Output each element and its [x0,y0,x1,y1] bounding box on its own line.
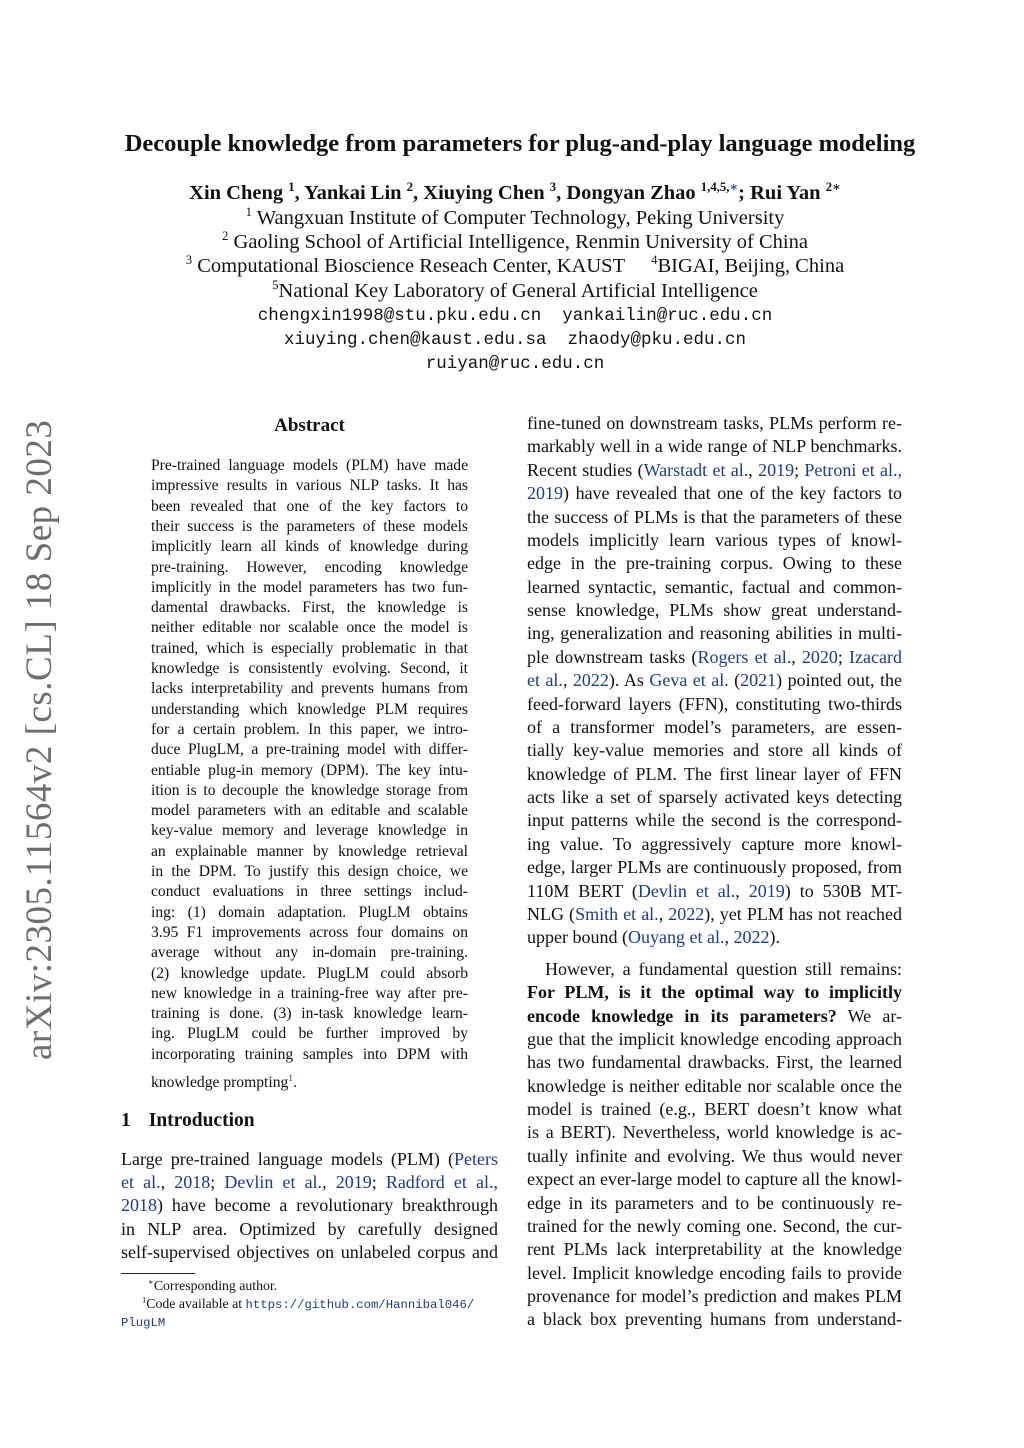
email: ruiyan@ruc.edu.cn [425,354,605,374]
body-line: Large pre-trained language models (PLM) (Peters [121,1149,498,1169]
arxiv-stamp: arXiv:2305.11564v2 [cs.CL] 18 Sep 2023 [19,419,60,1060]
body-line: knowledge is neither editable nor scalable once the [527,1076,902,1096]
abstract-line: damental drawbacks. First, the knowledge is [151,599,468,617]
author-sup: 1,4,5, [700,180,730,195]
body-line: ple downstream tasks (Rogers et al., 2020; Izacard [527,647,902,667]
body-line: input patterns while the second is the correspond- [527,810,902,830]
body-line: For PLM, is it the optimal way to implicitly [527,982,902,1002]
abstract-line: understanding which knowledge PLM requires [151,700,468,718]
citation-link[interactable]: Devlin et al. [224,1172,323,1192]
abstract-line: 3.95 F1 improvements across four domains on [151,923,468,941]
body-line: tually infinite and evolving. We thus would never [527,1146,902,1166]
author-sup: 3 [549,180,557,195]
body-line: level. Implicit knowledge encoding fails to provide [527,1263,902,1283]
email: zhaody@pku.edu.cn [567,330,747,350]
affiliation-text: BIGAI, Beijing, China [657,255,845,277]
paper-title: Decouple knowledge from parameters for plug-and-play language modeling [124,130,916,157]
abstract-line: lacks interpretability and prevents humans from [151,680,468,698]
body-line: rent PLMs lack interpretability at the knowledge [527,1239,902,1259]
citation-link[interactable]: 2021 [740,670,777,690]
citation-link[interactable]: 2019 [527,483,563,503]
abstract-line: impressive results in various NLP tasks. It has [151,477,468,495]
affiliation-3-4 [0,255,1024,278]
body-line: However, a fundamental question still remains: [545,959,902,979]
affiliation-5 [0,280,1024,303]
body-line: encode knowledge in its parameters? We ar- [527,1006,902,1026]
email-line [0,306,1024,326]
abstract-line: model parameters with an editable and scalable [151,802,468,820]
citation-link[interactable]: Radford et al. [385,1172,494,1192]
abstract-line: implicitly in the model parameters has two fun- [151,578,468,596]
citation-link[interactable]: 2020 [801,647,838,667]
citation-link[interactable]: 2019 [758,460,795,480]
abstract-line: training is done. (3) in-task knowledge learn- [151,1005,468,1023]
body-line: the success of PLMs is that the parameters of these [527,507,902,527]
abstract-line: ing: (1) domain adaptation. PlugLM obtains [151,903,468,921]
abstract-heading: Abstract [274,415,345,436]
abstract-line: average without any in-domain pre-training. [151,944,468,962]
body-line: in NLP area. Optimized by carefully designed [121,1219,498,1239]
citation-link[interactable]: Geva et al. [649,670,729,690]
abstract-line: key-value memory and leverage knowledge in [151,822,468,840]
body-line: Recent studies (Warstadt et al., 2019; Petroni et al., [527,460,902,480]
body-line: ing value. To aggressively capture more knowl- [527,834,902,854]
citation-link[interactable]: Rogers et al. [697,647,792,667]
body-line: knowledge of PLM. The first linear layer of FFN [527,764,902,784]
body-line: et al., 2022). As Geva et al. (2021) pointed out, the [527,670,902,690]
body-line: gue that the implicit knowledge encoding approach [527,1029,902,1049]
body-line: et al., 2018; Devlin et al., 2019; Radford et al., [121,1172,499,1192]
body-line: edge, larger PLMs are continuously proposed, from [527,857,902,877]
footnote-rule [121,1273,195,1274]
citation-link[interactable]: 2022 [733,927,770,947]
body-line: edge in the pre-training corpus. Owing to these [527,553,902,573]
citation-link[interactable]: Petroni et al. [804,460,898,480]
author-name: , Dongyan Zhao [556,182,696,204]
author-name: , Yankai Lin [294,182,402,204]
citation-link[interactable]: 2019 [335,1172,372,1192]
body-line: self-supervised objectives on unlabeled corpus and [121,1242,498,1262]
affiliation-sup: 5 [272,278,279,293]
author-name: ; Rui Yan [738,182,821,204]
author-name: , Xiuying Chen [413,182,545,204]
author-name: Xin Cheng [189,182,284,204]
body-line: provenance for model’s prediction and makes PLM [527,1286,902,1306]
body-line: model is trained (e.g., BERT doesn’t know what [527,1099,902,1119]
affiliation-text: Wangxuan Institute of Computer Technology, Peking University [256,207,785,229]
abstract-line: an explainable manner by knowledge retrieval [151,842,468,860]
abstract-line: their success is the parameters of these models [151,517,468,535]
citation-link[interactable]: 2018 [174,1172,211,1192]
body-line: edge in its parameters and to be continuously re- [527,1193,902,1213]
citation-link[interactable]: 2018 [121,1195,157,1215]
citation-link[interactable]: Smith et al. [575,904,659,924]
citation-link[interactable]: 2022 [572,670,609,690]
body-line: tially key-value memories and store all kinds of [527,740,902,760]
abstract-last-line [151,1073,468,1093]
code-footnote-link[interactable]: 1 [288,1072,294,1084]
body-line: 2018) have become a revolutionary breakthrough [121,1195,498,1215]
abstract-text: knowledge prompting [151,1074,289,1091]
footnote-code-cont [121,1313,165,1332]
citation-link[interactable]: Izacard [849,647,902,667]
email: yankailin@ruc.edu.cn [562,306,773,326]
abstract-line: ition is to decouple the knowledge storage from [151,781,468,799]
body-line: sense knowledge, PLMs show great understand- [527,600,902,620]
citation-link[interactable]: Devlin et al. [637,881,736,901]
body-line: has two fundamental drawbacks. First, the learned [527,1052,902,1072]
body-line: learned syntactic, semantic, factual and common- [527,577,902,597]
abstract-line: entiable plug-in memory (DPM). The key intu- [151,761,468,779]
corresponding-footnote-link[interactable]: ∗ [729,180,739,195]
abstract-line: in the DPM. To justify this design choice, we [151,863,468,880]
abstract-text: . [293,1074,298,1091]
body-line: trained for the newly coming one. Second, the cur- [527,1216,902,1236]
body-line: is a BERT). Nevertheless, world knowledge is ac- [527,1122,902,1142]
affiliation-2 [0,231,1024,254]
citation-link[interactable]: 2022 [668,904,705,924]
abstract-line: implicitly learn all kinds of knowledge during [151,538,468,556]
body-line: 2019) have revealed that one of the key factors to [527,483,902,503]
affiliation-text: Computational Bioscience Reseach Center, KAUST [197,255,626,277]
email-line [0,354,1024,374]
abstract-line: (2) knowledge update. PlugLM could absorb [151,964,468,982]
abstract-line: new knowledge in a training-free way after pre- [151,984,468,1002]
abstract-line: duce PlugLM, a pre-training model with differ- [151,741,468,759]
affiliation-text: National Key Laboratory of General Artificial Intelligence [278,280,758,302]
body-line: models implicitly learn various types of knowl- [527,530,902,550]
abstract-line: conduct evaluations in three settings includ- [151,883,468,901]
body-line: upper bound (Ouyang et al., 2022). [527,927,780,947]
section-heading [121,1110,255,1132]
email-line [0,330,1024,350]
abstract-line: Pre-trained language models (PLM) have made [151,457,468,474]
citation-link[interactable]: et al. [121,1172,161,1192]
body-line: 110M BERT (Devlin et al., 2019) to 530B MT- [527,881,902,901]
abstract-line: been revealed that one of the key factors to [151,497,468,515]
body-line: a black box preventing humans from understand- [527,1309,902,1329]
abstract-line: neither editable nor scalable once the model is [151,619,468,637]
body-line: expect an ever-large model to capture all the knowl- [527,1169,903,1189]
affiliation-sup: 4 [651,253,658,268]
body-line: of a transformer model’s parameters, are essen- [527,717,902,737]
affiliation-text: Gaoling School of Artificial Intelligence, Renmin University of China [233,231,808,253]
citation-link[interactable]: Peters [454,1149,498,1169]
abstract-line: pre-training. However, encoding knowledge [151,558,468,576]
affiliation-sup: 2 [222,229,229,244]
citation-link[interactable]: et al. [527,670,563,690]
author-sup: 2 [406,180,414,195]
author-line [0,182,1024,205]
affiliation-1 [0,207,1024,230]
citation-link[interactable]: Ouyang et al. [627,927,725,947]
footnote-code: $^1$Code available at https://github.com/Hannibal046/ [142,1294,475,1312]
abstract-line: knowledge is consistently evolving. Second, it [151,660,468,677]
section-number: 1 [121,1110,131,1131]
abstract-line: trained, which is especially problematic in that [151,639,468,657]
abstract-line: for a certain problem. In this paper, we intro- [151,720,468,738]
affiliation-sup: 1 [245,205,253,220]
code-url-link[interactable]: PlugLM [121,1316,166,1330]
code-url-link[interactable]: https://github.com/Hannibal046/ [245,1298,475,1312]
body-line: ing, generalization and reasoning abilities in multi- [527,623,902,643]
body-line: feed-forward layers (FFN), constituting two-thirds [527,694,902,714]
email: xiuying.chen@kaust.edu.sa [283,330,547,350]
section-title: Introduction [148,1110,255,1131]
citation-link[interactable]: 2019 [748,881,785,901]
body-line: acts like a set of sparsely activated keys detecting [527,787,902,807]
footnote-corresponding: ∗Corresponding author. [148,1276,278,1293]
body-line: markably well in a wide range of NLP benchmarks. [527,436,902,456]
body-line: NLG (Smith et al., 2022), yet PLM has not reached [527,904,902,924]
abstract-line: ing. PlugLM could be further improved by [151,1025,468,1043]
author-sup: 2∗ [825,180,841,195]
affiliation-sup: 3 [185,253,193,268]
abstract-line: incorporating training samples into DPM with [151,1045,468,1063]
author-sup: 1 [288,180,295,195]
email: chengxin1998@stu.pku.edu.cn [257,306,542,326]
body-line: fine-tuned on downstream tasks, PLMs perform re- [527,413,902,433]
citation-link[interactable]: Warstadt et al. [643,460,749,480]
